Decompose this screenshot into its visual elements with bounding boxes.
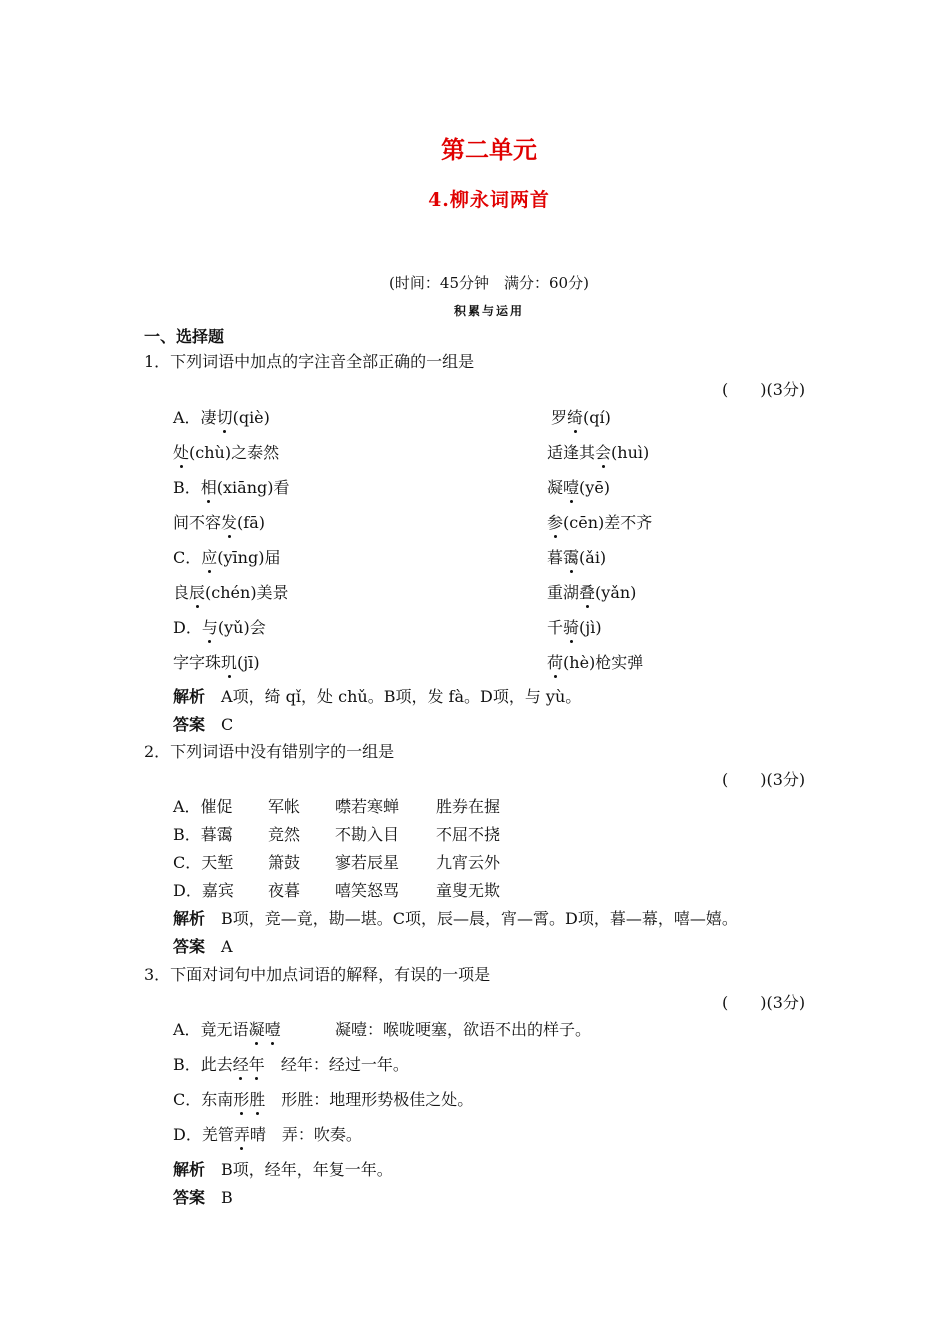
q2-option-a: A．催促 军帐 噤若寒蝉 胜券在握	[173, 797, 501, 816]
q1-answer: 答案 C	[173, 715, 234, 734]
q2-option-b: B．暮霭 竞然 不勘入目 不屈不挠	[173, 825, 501, 844]
section-heading: 积累与运用	[453, 304, 524, 318]
q1-option-a-1: A．凄切(qiè)	[173, 408, 270, 427]
q1-option-b-3: 间不容发(fā)	[173, 513, 265, 532]
q1-option-d-1: D．与(yǔ)会	[173, 618, 266, 637]
q1-option-c-1: C．应(yīng)届	[173, 548, 281, 567]
question-2-stem: 2．下列词语中没有错别字的一组是	[144, 742, 395, 761]
question-1-score: ( )(3分)	[722, 380, 806, 399]
q1-option-b-1: B．相(xiāng)看	[173, 478, 290, 497]
q1-option-a-2: 罗绮(qí)	[551, 408, 611, 427]
q1-option-a-4: 适逢其会(huì)	[547, 443, 650, 462]
q3-option-b: B．此去经年 经年：经过一年。	[173, 1055, 409, 1074]
q1-analysis: 解析 A项，绮 qǐ，处 chǔ。B项，发 fà。D项，与 yù。	[173, 687, 582, 706]
q3-analysis: 解析 B项，经年，年复一年。	[173, 1160, 393, 1179]
unit-title: 第二单元	[441, 135, 537, 164]
q3-answer: 答案 B	[173, 1188, 233, 1207]
part-heading: 一、选择题	[144, 327, 225, 346]
question-1-stem: 1．下列词语中加点的字注音全部正确的一组是	[144, 352, 475, 371]
q3-option-c: C．东南形胜 形胜：地理形势极佳之处。	[173, 1090, 474, 1109]
question-3-stem: 3．下面对词句中加点词语的解释，有误的一项是	[144, 965, 491, 984]
q1-option-d-3: 字字珠玑(jī)	[173, 653, 260, 672]
q1-option-d-2: 千骑(jì)	[547, 618, 602, 637]
lesson-title: 4.柳永词两首	[428, 189, 550, 211]
q1-option-b-2: 凝噎(yē)	[547, 478, 611, 497]
q1-option-a-3: 处(chù)之泰然	[173, 443, 280, 462]
q2-analysis: 解析 B项，竞—竟，勘—堪。C项，辰—晨，宵—霄。D项，暮—幕，嘻—嬉。	[173, 909, 738, 928]
q2-answer: 答案 A	[173, 937, 233, 956]
q2-option-d: D．嘉宾 夜暮 嘻笑怒骂 童叟无欺	[173, 881, 501, 900]
q3-option-a: A．竟无语凝噎	[173, 1020, 281, 1039]
q3-option-d: D．羌管弄晴 弄：吹奏。	[173, 1125, 362, 1144]
q2-option-c: C．天堑 箫鼓 寥若辰星 九宵云外	[173, 853, 501, 872]
q1-option-c-3: 良辰(chén)美景	[173, 583, 289, 602]
q1-option-c-4: 重湖叠(yǎn)	[547, 583, 637, 602]
q3-option-a-explanation: 凝噎：喉咙哽塞，欲语不出的样子。	[335, 1020, 592, 1039]
question-3-score: ( )(3分)	[722, 993, 806, 1012]
q1-option-b-4: 参(cēn)差不齐	[547, 513, 653, 532]
question-2-score: ( )(3分)	[722, 770, 806, 789]
q1-option-c-2: 暮霭(ǎi)	[547, 548, 607, 567]
time-score-info: (时间：45分钟 满分：60分)	[389, 274, 589, 292]
q1-option-d-4: 荷(hè)枪实弹	[547, 653, 644, 672]
